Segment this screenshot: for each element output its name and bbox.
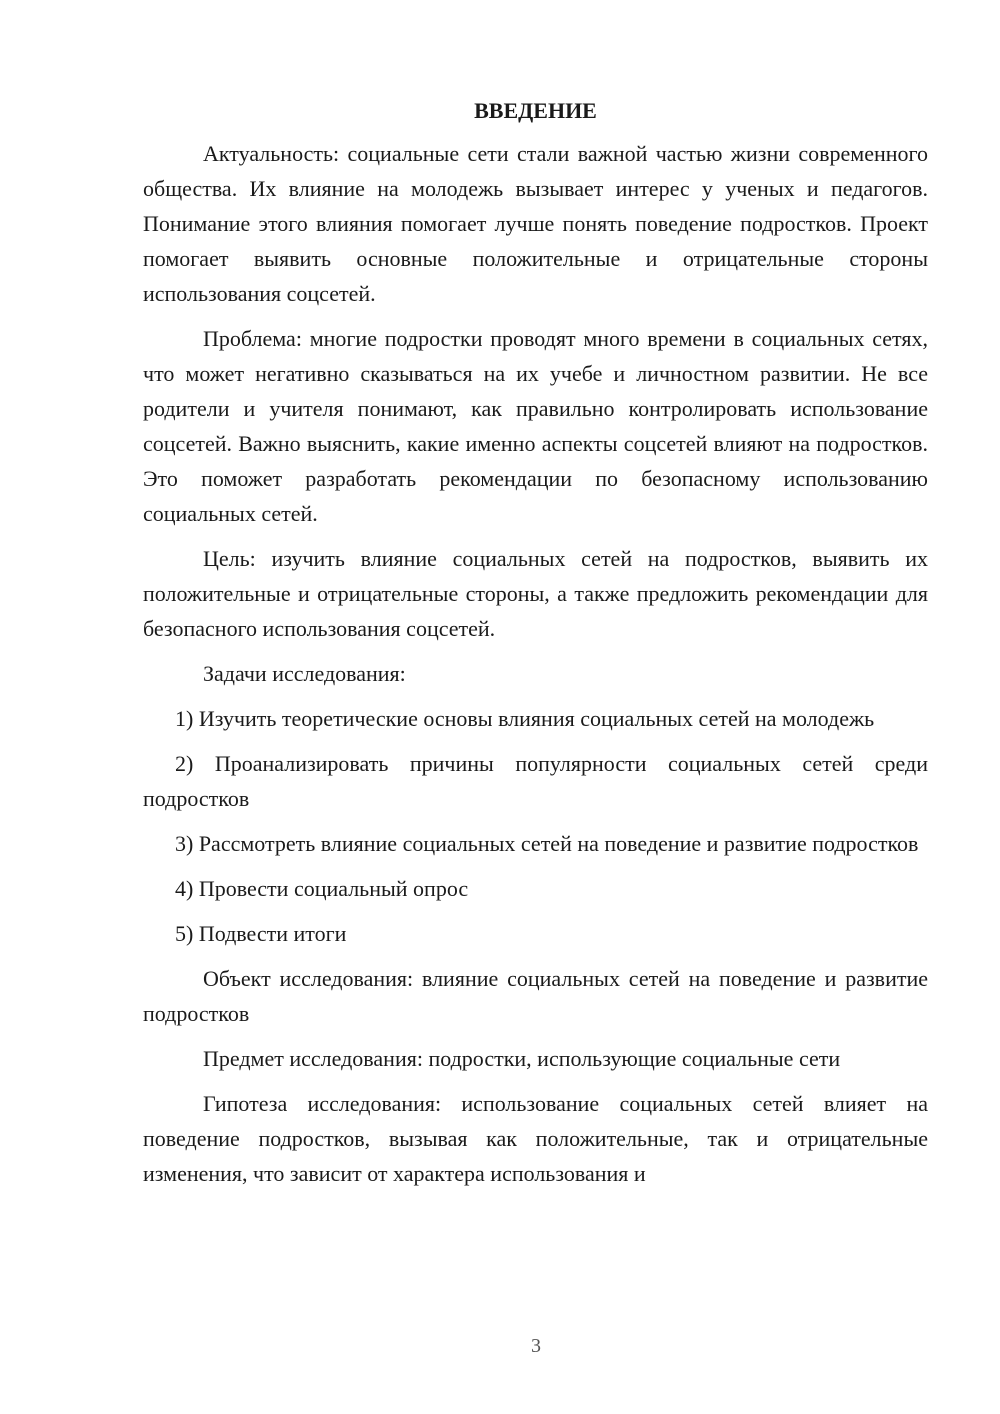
task-item-1: 1) Изучить теоретические основы влияния социальных сетей на молодежь bbox=[175, 706, 875, 731]
task-item-3: 3) Рассмотреть влияние социальных сетей на поведение и развитие подростков bbox=[175, 831, 919, 856]
paragraph-problem: Проблема: многие подростки проводят много времени в социальных сетях, что может негативно сказываться на их учебе и личностном развитии. Не все родители и учителя понимают, как правильно контролировать использование соцсетей. Важно выяснить, какие именно аспекты соцсетей влияют на подростков. Это поможет разработать рекомендации по безопасному использованию социальных сетей. bbox=[143, 326, 928, 526]
paragraph-subject: Предмет исследования: подростки, использующие социальные сети bbox=[203, 1046, 841, 1071]
paragraph-relevance: Актуальность: социальные сети стали важной частью жизни современного общества. Их влияние на молодежь вызывает интерес у ученых и педагогов. Понимание этого влияния помогает лучше понять поведение подростков. Проект помогает выявить основные положительные и отрицательные стороны использования соцсетей. bbox=[143, 141, 928, 306]
paragraph-hypothesis: Гипотеза исследования: использование социальных сетей влияет на поведение подростков, вызывая как положительные, так и отрицательные изменения, что зависит от характера использования и bbox=[143, 1091, 928, 1186]
document-body bbox=[143, 96, 928, 1201]
paragraph-tasks-heading: Задачи исследования: bbox=[203, 661, 406, 686]
paragraph-goal: Цель: изучить влияние социальных сетей на подростков, выявить их положительные и отрицательные стороны, а также предложить рекомендации для безопасного использования соцсетей. bbox=[143, 546, 928, 641]
section-title: ВВЕДЕНИЕ bbox=[474, 98, 597, 123]
page-number: 3 bbox=[531, 1335, 541, 1357]
paragraph-object: Объект исследования: влияние социальных сетей на поведение и развитие подростков bbox=[143, 966, 928, 1026]
task-item-2: 2) Проанализировать причины популярности социальных сетей среди подростков bbox=[143, 751, 928, 811]
task-item-4: 4) Провести социальный опрос bbox=[175, 876, 469, 901]
task-item-5: 5) Подвести итоги bbox=[175, 921, 347, 946]
